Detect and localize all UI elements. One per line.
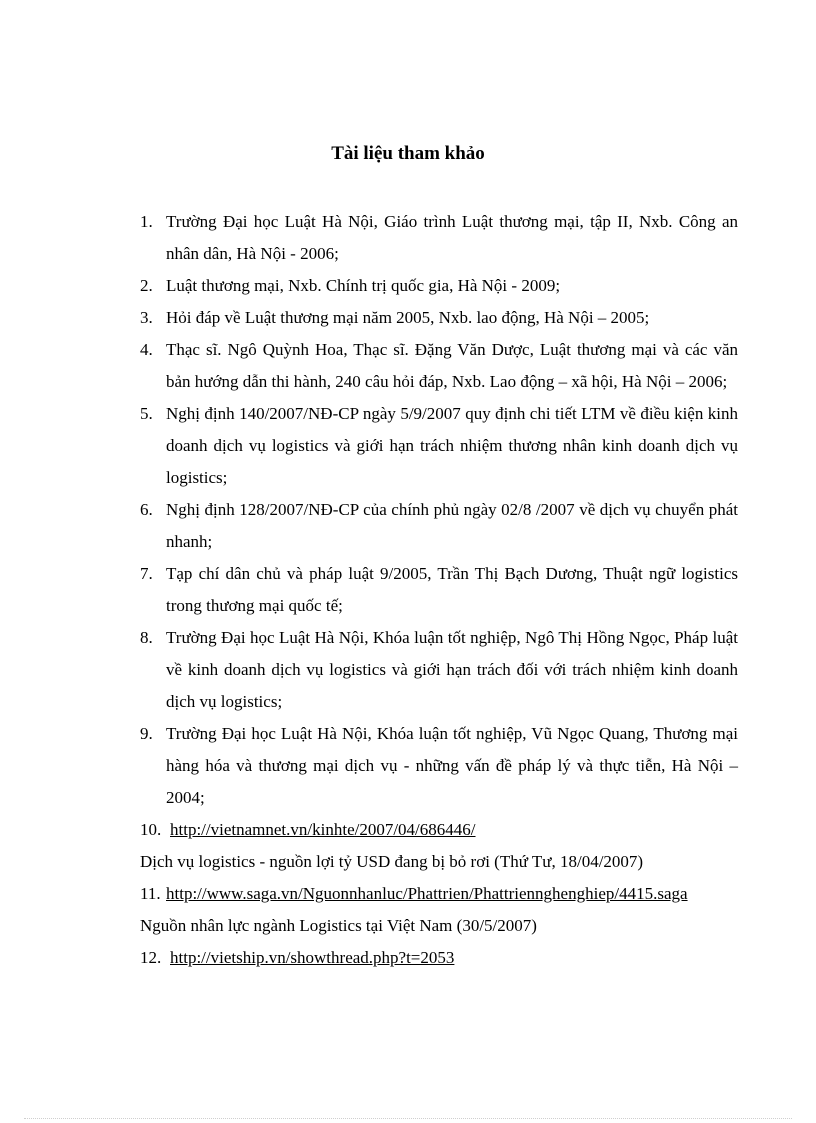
reference-text: Trường Đại học Luật Hà Nội, Giáo trình Luật thương mại, tập II, Nxb. Công an nhân dân, Hà Nội - 2006; xyxy=(166,212,738,263)
reference-link[interactable]: http://vietnamnet.vn/kinhte/2007/04/686446/ xyxy=(170,820,476,839)
reference-item-12 xyxy=(140,942,738,974)
page-bottom-divider xyxy=(24,1118,792,1119)
reference-list xyxy=(140,206,738,974)
reference-item-8 xyxy=(140,622,738,718)
reference-number: 7. xyxy=(140,564,153,583)
reference-item-10 xyxy=(140,814,738,846)
reference-text: Nghị định 128/2007/NĐ-CP của chính phủ ngày 02/8 /2007 về dịch vụ chuyển phát nhanh; xyxy=(166,500,738,551)
reference-item-2 xyxy=(140,270,738,302)
reference-number: 3. xyxy=(140,308,153,327)
reference-item-5 xyxy=(140,398,738,494)
reference-item-3 xyxy=(140,302,738,334)
reference-number: 10. xyxy=(140,820,162,839)
page-title: Tài liệu tham khảo xyxy=(331,143,485,164)
reference-text: Trường Đại học Luật Hà Nội, Khóa luận tốt nghiệp, Vũ Ngọc Quang, Thương mại hàng hóa và thương mại dịch vụ - những vấn đề pháp lý và thực tiễn, Hà Nội – 2004; xyxy=(166,724,738,807)
reference-item-4 xyxy=(140,334,738,398)
reference-item-11 xyxy=(140,878,738,910)
reference-text: Trường Đại học Luật Hà Nội, Khóa luận tốt nghiệp, Ngô Thị Hồng Ngọc, Pháp luật về kinh doanh dịch vụ logistics và giới hạn trách đối với trách nhiệm kinh doanh dịch vụ logistics; xyxy=(166,628,738,711)
reference-text: Nghị định 140/2007/NĐ-CP ngày 5/9/2007 quy định chi tiết LTM về điều kiện kinh doanh dịch vụ logistics và giới hạn trách nhiệm thương nhân kinh doanh dịch vụ logistics; xyxy=(166,404,738,487)
reference-item-9 xyxy=(140,718,738,814)
reference-item-1 xyxy=(140,206,738,270)
reference-text: Thạc sĩ. Ngô Quỳnh Hoa, Thạc sĩ. Đặng Văn Dược, Luật thương mại và các văn bản hướng dẫn thi hành, 240 câu hỏi đáp, Nxb. Lao động – xã hội, Hà Nội – 2006; xyxy=(166,340,738,391)
reference-number: 2. xyxy=(140,276,153,295)
reference-number: 4. xyxy=(140,340,153,359)
reference-number: 11. xyxy=(140,884,161,903)
reference-item-7 xyxy=(140,558,738,622)
reference-number: 12. xyxy=(140,948,162,967)
reference-link[interactable]: http://www.saga.vn/Nguonnhanluc/Phattrien/Phattriennghenghiep/4415.saga xyxy=(166,884,688,903)
reference-number: 1. xyxy=(140,212,153,231)
reference-number: 5. xyxy=(140,404,153,423)
reference-number: 8. xyxy=(140,628,153,647)
reference-text: Tạp chí dân chủ và pháp luật 9/2005, Trần Thị Bạch Dương, Thuật ngữ logistics trong thương mại quốc tế; xyxy=(166,564,738,615)
reference-item-6 xyxy=(140,494,738,558)
reference-note-10: Dịch vụ logistics - nguồn lợi tỷ USD đang bị bỏ rơi (Thứ Tư, 18/04/2007) xyxy=(140,852,644,871)
reference-number: 6. xyxy=(140,500,153,519)
reference-link[interactable]: http://vietship.vn/showthread.php?t=2053 xyxy=(170,948,455,967)
reference-text: Luật thương mại, Nxb. Chính trị quốc gia, Hà Nội - 2009; xyxy=(166,276,561,295)
reference-number: 9. xyxy=(140,724,153,743)
reference-note-11: Nguồn nhân lực ngành Logistics tại Việt Nam (30/5/2007) xyxy=(140,916,537,935)
reference-text: Hỏi đáp về Luật thương mại năm 2005, Nxb. lao động, Hà Nội – 2005; xyxy=(166,308,650,327)
